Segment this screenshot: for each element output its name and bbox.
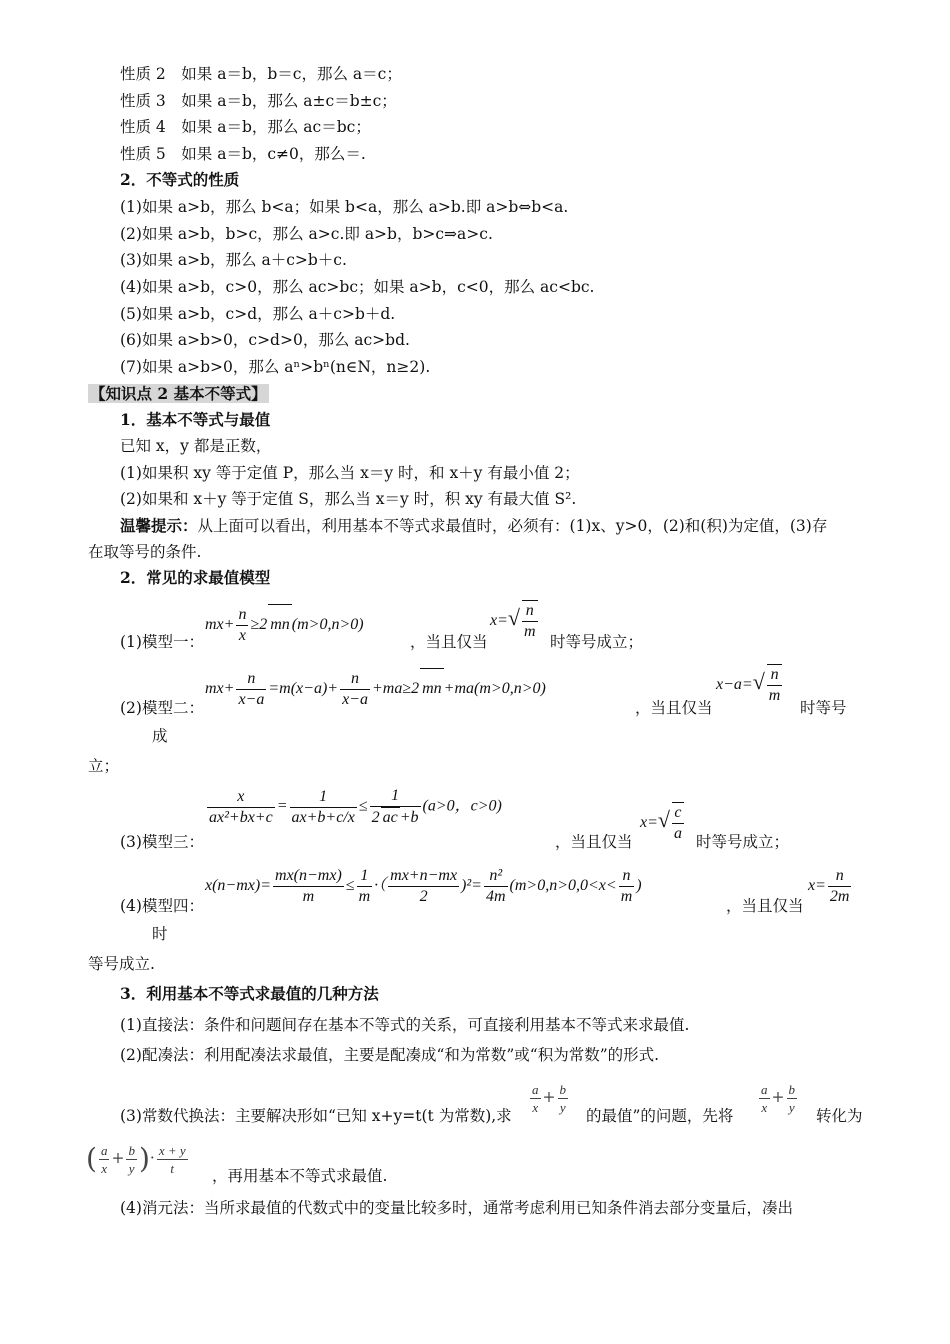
ineq-prop: (2)如果 a>b，b>c，那么 a>c.即 a>b，b>c⇒a>c.	[120, 225, 493, 243]
model1-when: ，当且仅当	[410, 633, 488, 651]
model1-formula: mx+ $\frac{n}{x}$ ≥2 mn (m>0,n>0)	[205, 605, 364, 644]
model4-formula: x(n−mx)= $\frac{mx(n-mx)}{m}$ ≤ $\frac{1}{m}$ ·（ $\frac{mx+n-mx}{2}$ )²= $\frac{\text{n²}}{4m}$ (m>0,n>0,0<x< $\frac{n}{m}$ )	[205, 867, 642, 905]
model2-cont: 立；	[88, 757, 120, 775]
model1-label: (1)模型一：	[120, 633, 204, 651]
model3-label: (3)模型三：	[120, 833, 204, 851]
section-tag	[88, 384, 269, 404]
model4-cont: 等号成立.	[88, 955, 155, 973]
model2-end: 时等号	[800, 699, 847, 717]
model3-condition: x=√ $\frac{c}{a}$	[640, 804, 682, 843]
model3-formula: $\frac{x}{\text{ax²+bx+c}}$ = $\frac{1}{ax+b+c/x}$ ≤ $\frac{1}{2 ac +b}$ (a>0，c>0)	[209, 787, 502, 826]
model4-condition: x= $\frac{n}{2m}$	[808, 867, 850, 905]
ineq-prop: (1)如果 a>b，那么 b<a；如果 b<a，那么 a>b.即 a>b⇔b<a.	[120, 198, 569, 216]
model2-formula: mx+ $\frac{n}{x-a}$ =m(x−a)+ $\frac{n}{x-a}$ +ma≥2 mn +ma(m>0,n>0)	[205, 669, 546, 708]
eq-prop-5: 性质 5 如果 a＝b，c≠0，那么＝.	[120, 145, 366, 163]
tip-label: 温馨提示：	[120, 516, 198, 535]
eq-prop-2: 性质 2 如果 a＝b，b＝c，那么 a＝c；	[120, 65, 402, 83]
model2-label: (2)模型二：	[120, 699, 204, 717]
s1-line: (1)如果积 xy 等于定值 P，那么当 x＝y 时，和 x＋y 有最小值 2；	[120, 464, 580, 482]
s3-line-4: (4)消元法：当所求最值的代数式中的变量比较多时，通常考虑利用已知条件消去部分变量后，凑出	[120, 1199, 793, 1217]
model3-when: ，当且仅当	[555, 833, 633, 851]
model1-condition: x=√ $\frac{n}{m}$	[490, 602, 536, 641]
tip-line-2: 在取等号的条件.	[88, 543, 202, 561]
eq-prop-3: 性质 3 如果 a＝b，那么 a±c＝b±c；	[120, 92, 397, 110]
model4-label: (4)模型四：	[120, 897, 204, 915]
section-tag-label: 【知识点 2 基本不等式】	[90, 384, 267, 403]
tip-text: 从上面可以看出，利用基本不等式求最值时，必须有：(1)x、y>0，(2)和(积)为定值，(3)存	[197, 517, 828, 535]
model2-cont: 成	[152, 727, 168, 745]
s1-line: 已知 x，y 都是正数，	[120, 437, 272, 455]
s1-heading: 1．基本不等式与最值	[120, 410, 271, 429]
model1-end: 时等号成立；	[550, 633, 644, 651]
s3-3-text-d: ，再用基本不等式求最值.	[212, 1167, 388, 1185]
s3-3-frac-b: $\frac{a}{x}$ + $\frac{b}{y}$	[761, 1081, 795, 1115]
s1-line: (2)如果和 x＋y 等于定值 S，那么当 x＝y 时，积 xy 有最大值 S².	[120, 490, 577, 508]
s2-heading: 2．常见的求最值模型	[120, 568, 271, 587]
ineq-prop: (7)如果 a>b>0，那么 aⁿ>bⁿ(n∈N，n≥2).	[120, 358, 431, 376]
ineq-prop: (5)如果 a>b，c>d，那么 a＋c>b＋d.	[120, 305, 396, 323]
ineq-prop: (6)如果 a>b>0，c>d>0，那么 ac>bd.	[120, 331, 410, 349]
tip-line	[120, 516, 827, 536]
s3-3-text-c: 转化为	[816, 1107, 863, 1125]
s3-3-expr: ( $\frac{a}{x}$ + $\frac{b}{y}$ )· $\frac{x + y}{t}$	[86, 1142, 186, 1176]
ineq-heading: 2．不等式的性质	[120, 170, 240, 189]
eq-prop-4: 性质 4 如果 a＝b，那么 ac＝bc；	[120, 118, 371, 136]
model2-when: ，当且仅当	[635, 699, 713, 717]
model3-end: 时等号成立；	[696, 833, 790, 851]
model2-condition: x−a=√ $\frac{n}{m}$	[716, 666, 781, 705]
model4-when: ，当且仅当	[726, 897, 804, 915]
s3-line: (2)配凑法：利用配凑法求最值，主要是配凑成“和为常数”或“积为常数”的形式.	[120, 1046, 660, 1064]
ineq-prop: (3)如果 a>b，那么 a＋c>b＋c.	[120, 251, 347, 269]
s3-line: (1)直接法：条件和问题间存在基本不等式的关系，可直接利用基本不等式来求最值.	[120, 1016, 690, 1034]
model4-cont: 时	[152, 925, 168, 943]
s3-3-frac-a: $\frac{a}{x}$ + $\frac{b}{y}$	[532, 1081, 566, 1115]
ineq-prop: (4)如果 a>b，c>0，那么 ac>bc；如果 a>b，c<0，那么 ac<bc.	[120, 278, 595, 296]
s3-3-text-b: 的最值”的问题，先将	[586, 1107, 734, 1125]
s3-heading: 3．利用基本不等式求最值的几种方法	[120, 984, 379, 1003]
s3-3-text-a: (3)常数代换法：主要解决形如“已知 x+y=t(t 为常数),求	[120, 1107, 512, 1125]
